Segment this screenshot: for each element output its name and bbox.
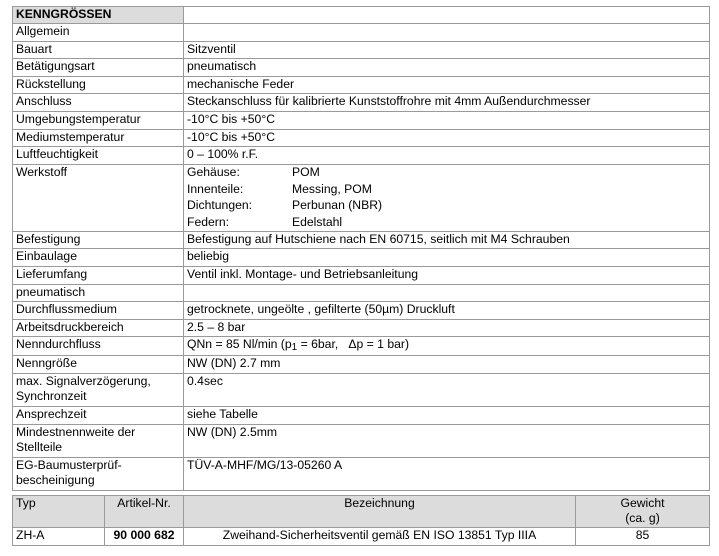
flow-value-end: = 6bar, Δp = 1 bar) xyxy=(297,337,410,352)
spec-value: -10°C bis +50°C xyxy=(184,129,710,147)
spec-row-nenndurchfluss xyxy=(13,337,710,356)
spec-row xyxy=(13,41,710,59)
label-line: Synchronzeit xyxy=(16,388,87,403)
spec-value: NW (DN) 2.5mm xyxy=(184,424,710,457)
spec-label xyxy=(13,424,184,457)
spec-label xyxy=(13,457,184,490)
material-list xyxy=(184,164,710,231)
header-line: (ca. g) xyxy=(625,511,660,525)
spec-label: Werkstoff xyxy=(13,164,184,231)
spec-row-mindest xyxy=(13,424,710,457)
spec-value: pneumatisch xyxy=(184,59,710,77)
spec-label: Einbaulage xyxy=(13,249,184,267)
spec-value: Ventil inkl. Montage- und Betriebsanleitung xyxy=(184,266,710,284)
spec-label: Nenngröße xyxy=(13,356,184,374)
spec-header-empty xyxy=(184,7,710,24)
header-bezeichnung: Bezeichnung xyxy=(184,496,576,528)
section-label-pneumatic: pneumatisch xyxy=(13,284,184,302)
spec-label: Nenndurchfluss xyxy=(13,337,184,356)
spec-value: siehe Tabelle xyxy=(184,406,710,424)
spec-row xyxy=(13,59,710,77)
spec-row-eg xyxy=(13,457,710,490)
material-part: Dichtungen: xyxy=(187,198,253,213)
header-artikel: Artikel-Nr. xyxy=(105,496,184,528)
cell-typ: ZH-A xyxy=(13,528,105,546)
label-line: EG-Baumusterprüf- xyxy=(16,457,122,472)
spec-row xyxy=(13,147,710,165)
spec-header-row xyxy=(13,7,710,24)
section-row-general xyxy=(13,24,710,42)
material-value: POM xyxy=(292,164,320,179)
flow-subscript: 1 xyxy=(291,342,298,354)
spec-value: mechanische Feder xyxy=(184,76,710,94)
spec-row xyxy=(13,249,710,267)
spec-value: Sitzventil xyxy=(184,41,710,59)
cell-artikel: 90 000 682 xyxy=(105,528,184,546)
spec-label: Luftfeuchtigkeit xyxy=(13,147,184,165)
spec-label: Bauart xyxy=(13,41,184,59)
spec-value: -10°C bis +50°C xyxy=(184,111,710,129)
spec-row xyxy=(13,319,710,337)
spec-label: Arbeitsdruckbereich xyxy=(13,319,184,337)
label-line: bescheinigung xyxy=(16,472,95,487)
section-row-pneumatic xyxy=(13,284,710,302)
label-line: Stellteile xyxy=(16,439,63,454)
spec-row xyxy=(13,129,710,147)
spec-title: KENNGRÖSSEN xyxy=(13,7,184,24)
spec-label: Umgebungstemperatur xyxy=(13,111,184,129)
material-value: Edelstahl xyxy=(292,215,343,230)
spec-row xyxy=(13,302,710,320)
material-part: Gehäuse: xyxy=(187,164,240,179)
material-value: Perbunan (NBR) xyxy=(292,198,383,213)
spec-value: getrocknete, ungeölte , gefilterte (50µm) Druckluft xyxy=(184,302,710,320)
spec-value: TÜV-A-MHF/MG/13-05260 A xyxy=(184,457,710,490)
section-label-general: Allgemein xyxy=(13,24,184,42)
product-header-row xyxy=(13,496,710,528)
material-value: Messing, POM xyxy=(292,181,372,196)
spec-value: beliebig xyxy=(184,249,710,267)
spec-value: NW (DN) 2.7 mm xyxy=(184,356,710,374)
specification-table xyxy=(12,6,710,491)
spec-label: Befestigung xyxy=(13,231,184,249)
spec-value xyxy=(184,337,710,356)
spec-row xyxy=(13,406,710,424)
spec-row xyxy=(13,356,710,374)
spec-row-werkstoff xyxy=(13,164,710,231)
cell-gewicht: 85 xyxy=(576,528,710,546)
spec-label: Durchflussmedium xyxy=(13,302,184,320)
spec-label: Betätigungsart xyxy=(13,59,184,77)
header-line: Gewicht xyxy=(620,496,665,510)
label-line: Mindestnennweite der xyxy=(16,424,136,439)
spec-row xyxy=(13,266,710,284)
spec-value: 0.4sec xyxy=(184,373,710,406)
spec-value: 2.5 – 8 bar xyxy=(184,319,710,337)
spec-value: Befestigung auf Hutschiene nach EN 60715, seitlich mit M4 Schrauben xyxy=(184,231,710,249)
spec-label xyxy=(13,373,184,406)
material-part: Federn: xyxy=(187,215,230,230)
spec-row xyxy=(13,76,710,94)
spec-row-signal xyxy=(13,373,710,406)
spec-label: Rückstellung xyxy=(13,76,184,94)
spec-value: 0 – 100% r.F. xyxy=(184,147,710,165)
spec-label: Lieferumfang xyxy=(13,266,184,284)
spec-row xyxy=(13,231,710,249)
material-part: Innenteile: xyxy=(187,181,244,196)
spec-row xyxy=(13,94,710,112)
label-line: max. Signalverzögerung, xyxy=(16,373,151,388)
spec-label: Mediumstemperatur xyxy=(13,129,184,147)
header-gewicht xyxy=(576,496,710,528)
flow-value-start: QNn = 85 Nl/min (p xyxy=(187,337,292,352)
header-typ: Typ xyxy=(13,496,105,528)
cell-bezeichnung: Zweihand-Sicherheitsventil gemäß EN ISO 13851 Typ IIIA xyxy=(184,528,576,546)
table-row xyxy=(13,528,710,546)
spec-label: Ansprechzeit xyxy=(13,406,184,424)
spec-value: Steckanschluss für kalibrierte Kunststoffrohre mit 4mm Außendurchmesser xyxy=(184,94,710,112)
spec-label: Anschluss xyxy=(13,94,184,112)
spec-row xyxy=(13,111,710,129)
product-table xyxy=(12,495,710,546)
